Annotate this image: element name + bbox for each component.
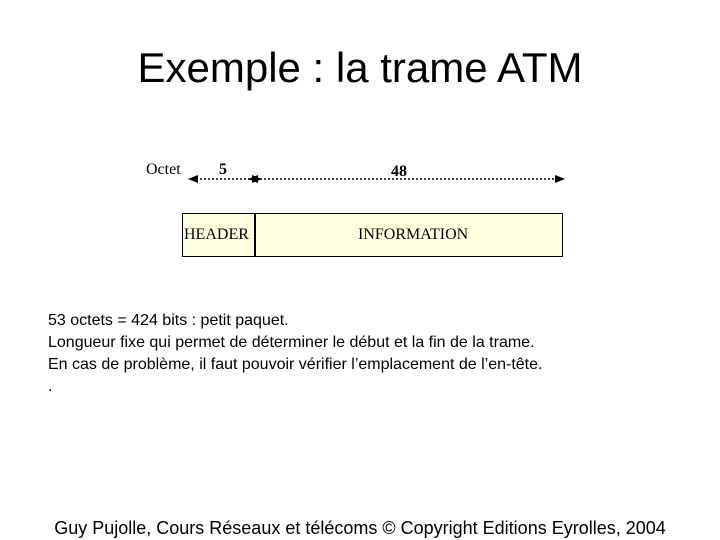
body-line: Longueur fixe qui permet de déterminer le début et la fin de la trame. bbox=[48, 334, 535, 351]
information-size-arrow bbox=[248, 175, 565, 183]
size-ruler bbox=[0, 0, 720, 200]
body-line: . bbox=[48, 378, 53, 395]
atm-cell bbox=[182, 213, 563, 257]
information-field: INFORMATION bbox=[358, 226, 469, 243]
footer-copyright: Guy Pujolle, Cours Réseaux et télécoms © Copyright Editions Eyrolles, 2004 bbox=[54, 518, 666, 538]
information-size-label: 48 bbox=[391, 163, 407, 180]
body-line: En cas de problème, il faut pouvoir vérifier l’emplacement de l’en-tête. bbox=[48, 356, 543, 373]
slide-title: Exemple : la trame ATM bbox=[137, 44, 583, 91]
header-divider bbox=[254, 214, 256, 256]
body-line: 53 octets = 424 bits : petit paquet. bbox=[48, 312, 289, 329]
unit-label: Octet bbox=[146, 161, 181, 178]
body-text bbox=[48, 310, 542, 398]
header-size-label: 5 bbox=[219, 161, 227, 178]
header-field: HEADER bbox=[184, 226, 249, 243]
